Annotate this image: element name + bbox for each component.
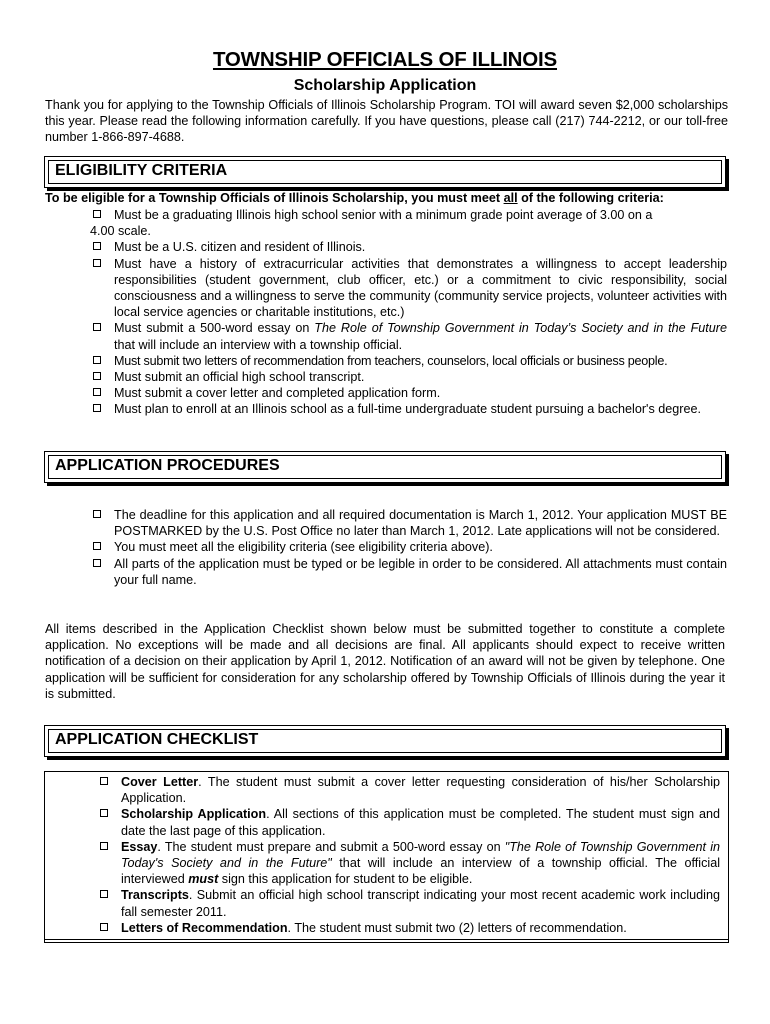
list-item: Transcripts. Submit an official high school transcript indicating your most recent academic work including fall semester 2011. [97, 887, 720, 919]
checkbox-icon [100, 842, 108, 850]
checkbox-icon [100, 809, 108, 817]
eligibility-list [90, 207, 727, 418]
checkbox-icon [93, 510, 101, 518]
checklist-heading: APPLICATION CHECKLIST [55, 731, 259, 748]
checklist-list [97, 774, 720, 936]
checkbox-icon [93, 404, 101, 412]
checkbox-icon [93, 372, 101, 380]
checkbox-icon [93, 210, 101, 218]
checkbox-icon [93, 323, 101, 331]
list-item: All parts of the application must be typed or be legible in order to be considered. All attachments must contain your full name. [90, 556, 727, 588]
list-item: Must plan to enroll at an Illinois school as a full-time undergraduate student pursuing a bachelor's degree. [90, 401, 727, 417]
checkbox-icon [100, 890, 108, 898]
list-item: Essay. The student must prepare and submit a 500-word essay on "The Role of Township Government in Today's Society and in the Future" that will include an interview of a township official. The official interviewed must sign this application for student to be eligible. [97, 839, 720, 888]
list-item-continued: 4.00 scale. [90, 224, 151, 239]
checkbox-icon [93, 259, 101, 267]
procedures-heading-box [44, 451, 726, 483]
list-item: Must submit a 500-word essay on The Role of Township Government in Today’s Society and in the Future that will include an interview with a township official. [90, 320, 727, 352]
intro-paragraph: Thank you for applying to the Township Officials of Illinois Scholarship Program. TOI will award seven $2,000 scholarships this year. Please read the following information carefully. If you have questions, please call (217) 744-2212, or our toll-free number 1-866-897-4688. [45, 98, 728, 145]
procedures-paragraph: All items described in the Application Checklist shown below must be submitted together to constitute a complete application. No exceptions will be made and all decisions are final. All applicants should expect to receive written notification of a decision on their application by April 1, 2012. Notification of an award will not be given by telephone. One application will be sufficient for consideration for any scholarship offered by Township Officials of Illinois during the year it is submitted. [45, 622, 725, 701]
checkbox-icon [93, 542, 101, 550]
list-item: You must meet all the eligibility criteria (see eligibility criteria above). [90, 539, 727, 555]
list-item: Must be a U.S. citizen and resident of Illinois. [90, 239, 727, 255]
list-item: Cover Letter. The student must submit a cover letter requesting consideration of his/her Scholarship Application. [97, 774, 720, 806]
list-item: Letters of Recommendation. The student must submit two (2) letters of recommendation. [97, 920, 720, 936]
list-item: Must submit two letters of recommendation from teachers, counselors, local officials or business people. [90, 353, 727, 369]
checkbox-icon [93, 388, 101, 396]
eligibility-lead: To be eligible for a Township Officials of Illinois Scholarship, you must meet all of the following criteria: [45, 191, 664, 205]
checkbox-icon [93, 559, 101, 567]
checklist-heading-box [44, 725, 726, 757]
procedures-list [90, 507, 727, 588]
page-subtitle: Scholarship Application [293, 77, 477, 94]
eligibility-heading: ELIGIBILITY CRITERIA [55, 162, 228, 179]
list-item: Must be a graduating Illinois high school senior with a minimum grade point average of 3.00 on a [90, 207, 727, 223]
list-item: Must have a history of extracurricular activities that demonstrates a willingness to accept leadership responsibilities (student government, club officer, etc.) or a commitment to civic responsibility, social consciousness and a willingness to serve the community (community service projects, volunteer activities with local service agencies or charitable institutions, etc.) [90, 256, 727, 321]
list-item: Scholarship Application. All sections of this application must be completed. The student must sign and date the last page of this application. [97, 806, 720, 838]
checkbox-icon [93, 242, 101, 250]
procedures-heading: APPLICATION PROCEDURES [55, 457, 280, 474]
eligibility-heading-box [44, 156, 726, 188]
checkbox-icon [100, 777, 108, 785]
list-item: Must submit an official high school transcript. [90, 369, 727, 385]
list-item: Must submit a cover letter and completed application form. [90, 385, 727, 401]
page-title: TOWNSHIP OFFICIALS OF ILLINOIS [212, 48, 558, 71]
checkbox-icon [93, 356, 101, 364]
checkbox-icon [100, 923, 108, 931]
list-item: The deadline for this application and all required documentation is March 1, 2012. Your application MUST BE POSTMARKED by the U.S. Post Office no later than March 1, 2012. Late applications will not be considered. [90, 507, 727, 539]
